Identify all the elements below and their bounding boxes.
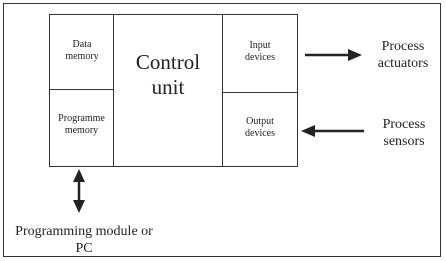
actuator-arrow <box>305 49 362 61</box>
programme-memory-label: Programme memory <box>58 113 105 136</box>
process-actuators-label-box <box>366 37 440 73</box>
programming-module-label-box <box>4 222 164 258</box>
control-unit-label: Control unit <box>135 50 201 99</box>
process-sensors-label-box <box>368 115 440 151</box>
output-devices-label: Output devices <box>245 116 275 139</box>
input-devices-label: Input devices <box>245 40 275 63</box>
sensor-arrow <box>301 125 364 137</box>
programming-arrow <box>73 169 85 213</box>
process-actuators-label: Process actuators <box>377 39 429 71</box>
process-sensors-label: Process sensors <box>382 117 426 149</box>
data-memory-label: Data memory <box>65 39 99 62</box>
programming-module-label: Programming module or PC <box>15 224 153 256</box>
